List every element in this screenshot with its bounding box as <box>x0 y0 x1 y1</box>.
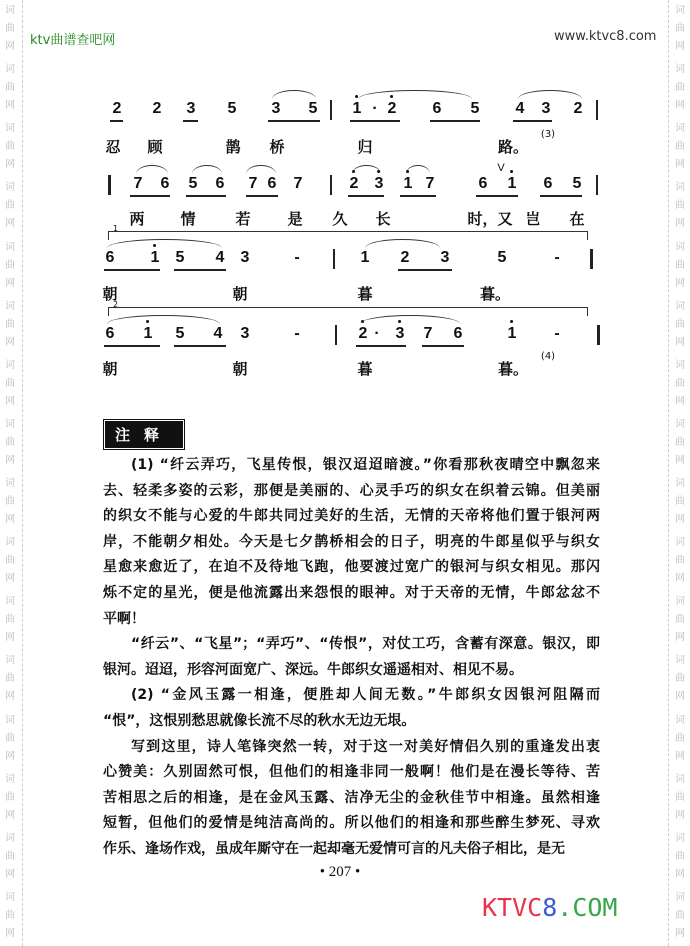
note: 6 <box>105 249 115 266</box>
watermark-char: 词 <box>675 418 685 430</box>
underline <box>476 195 518 197</box>
note: 6 <box>267 175 277 192</box>
lyric: 鹊 <box>225 138 241 156</box>
note: 1 <box>144 325 153 343</box>
watermark-char: 词 <box>5 537 15 549</box>
watermark-char: 曲 <box>675 141 685 153</box>
note: 4 <box>215 249 225 266</box>
underline <box>104 345 160 347</box>
watermark-char: 网 <box>5 336 15 348</box>
lyric: 顾 <box>147 138 163 156</box>
note: 3 <box>271 100 281 117</box>
note: 6 <box>105 325 115 342</box>
text-line: 苦相思之后的相逢，是在金风玉露、洁净无尘的金秋佳节中相逢。虽然相逢 <box>103 789 600 806</box>
note: 7 <box>293 175 303 192</box>
watermark-char: 词 <box>5 359 15 371</box>
watermark-char: 词 <box>675 773 685 785</box>
watermark-char: 词 <box>5 891 15 903</box>
watermark-char: 网 <box>675 573 685 585</box>
note: 3 <box>440 249 450 266</box>
note: 7 <box>423 325 433 342</box>
watermark-char: 词 <box>5 596 15 608</box>
lyric: 朝 <box>232 360 248 378</box>
watermark-char: 曲 <box>5 909 15 921</box>
watermark-char: 网 <box>675 395 685 407</box>
barline <box>330 175 332 195</box>
watermark-char: 词 <box>675 5 685 16</box>
note: 1 <box>151 249 160 267</box>
note: 3 <box>541 100 551 117</box>
watermark-char: 词 <box>675 478 685 489</box>
watermark-char: 曲 <box>675 673 685 685</box>
watermark-char: 词 <box>675 891 685 903</box>
barline <box>333 249 335 269</box>
note: - <box>294 325 300 342</box>
lyric: 归 <box>357 138 373 156</box>
watermark-char: 词 <box>5 5 15 16</box>
watermark-char: 网 <box>675 454 685 466</box>
lyric: 暮 <box>357 285 373 303</box>
barline <box>335 325 337 345</box>
watermark-char: 词 <box>675 596 685 608</box>
slur <box>246 165 276 174</box>
watermark-char: 网 <box>5 573 15 585</box>
watermark-char: 网 <box>5 809 15 821</box>
note: 5 <box>572 175 582 192</box>
note: - <box>554 325 560 342</box>
note: 5 <box>497 249 507 266</box>
watermark-char: 网 <box>675 868 685 880</box>
text-line: “纤云”、“飞星”；“弄巧”、“传恨”，对仗工巧，含蓄有深意。银汉，即 <box>131 636 600 653</box>
left-watermark-column <box>3 0 17 946</box>
note: 2 <box>350 175 359 193</box>
watermark-char: 网 <box>5 691 15 703</box>
note: 7 <box>248 175 258 192</box>
lyric: 朝 <box>232 285 248 303</box>
text-line: 写到这里，诗人笔锋突然一转，对于这一对美好情侣久别的重逢发出衷 <box>131 738 600 755</box>
watermark-char: 曲 <box>5 200 15 212</box>
note: 5 <box>188 175 198 192</box>
text-line: 短暂，但他们的爱情是纯洁高尚的。所以他们的相逢和那些醉生梦死、寻欢 <box>103 815 600 832</box>
lyric: 桥 <box>269 138 285 156</box>
note: 3 <box>240 249 250 266</box>
repeat-end-barline <box>590 249 593 269</box>
note: - <box>554 249 560 266</box>
watermark-char: 曲 <box>5 82 15 94</box>
underline <box>513 120 552 122</box>
note: 4 <box>213 325 223 342</box>
underline <box>268 120 320 122</box>
watermark-char: 曲 <box>675 732 685 744</box>
underline <box>174 345 226 347</box>
watermark-char: 网 <box>675 41 685 52</box>
watermark-char: 网 <box>675 514 685 525</box>
final-barline <box>597 325 600 345</box>
slur <box>107 239 222 248</box>
watermark-char: 词 <box>675 123 685 135</box>
underline <box>110 120 123 122</box>
note: 1 <box>508 325 517 343</box>
note: 6 <box>453 325 463 342</box>
underline <box>430 120 480 122</box>
watermark-char: 网 <box>5 454 15 466</box>
note: 2 <box>400 249 410 266</box>
note: - <box>294 249 300 266</box>
lyric: 两 <box>129 210 145 228</box>
watermark-char: 曲 <box>5 791 15 803</box>
underline <box>246 195 278 197</box>
slur <box>272 90 316 99</box>
note: 5 <box>470 100 480 117</box>
watermark-char: 曲 <box>5 673 15 685</box>
note: 2 <box>388 100 397 118</box>
lyric: 长 <box>375 210 391 228</box>
lyric: 路。 <box>497 138 529 156</box>
watermark-char: 网 <box>5 100 15 112</box>
watermark-char: 词 <box>675 832 685 844</box>
slur <box>406 165 430 174</box>
watermark-char: 网 <box>675 691 685 703</box>
note: 7 <box>133 175 143 192</box>
lyric: 久 <box>332 210 348 228</box>
note: 6 <box>215 175 225 192</box>
watermark-char: 网 <box>675 159 685 171</box>
watermark-char: 词 <box>675 359 685 371</box>
watermark-char: 网 <box>5 218 15 230</box>
text-line: 的织女不能与心爱的牛郎共同过美好的生活，无情的天帝将他们置于银河两 <box>103 508 600 525</box>
note: · <box>372 100 378 117</box>
logo-part: .COM <box>557 893 618 922</box>
watermark-char: 网 <box>675 632 685 644</box>
note: 3 <box>375 175 384 193</box>
right-margin-line <box>668 0 669 946</box>
note: 2 <box>573 100 583 117</box>
note: 6 <box>543 175 553 192</box>
watermark-char: 曲 <box>675 496 685 507</box>
watermark-char: 曲 <box>5 141 15 153</box>
watermark-char: 曲 <box>5 318 15 330</box>
slur <box>192 165 222 174</box>
watermark-char: 网 <box>5 868 15 880</box>
watermark-char: 网 <box>5 927 15 939</box>
watermark-char: 曲 <box>675 850 685 862</box>
repeat-start-barline <box>108 175 111 195</box>
site-name[interactable]: ktv曲谱查吧网 <box>30 33 116 48</box>
slur <box>518 90 582 99</box>
watermark-char: 曲 <box>5 259 15 271</box>
lyric: 情 <box>180 210 196 228</box>
text-line: 岸，不能朝夕相处。今天是七夕鹊桥相会的日子，明亮的牛郎星似乎与织女 <box>103 533 600 550</box>
notes-heading: 注释 <box>105 421 183 448</box>
underline <box>174 269 226 271</box>
watermark-char: 曲 <box>675 555 685 567</box>
watermark-char: 曲 <box>675 614 685 626</box>
watermark-char: 曲 <box>675 377 685 389</box>
lyric: 岂 <box>525 210 541 228</box>
watermark-char: 曲 <box>5 614 15 626</box>
breath-mark: V <box>497 162 505 174</box>
watermark-char: 词 <box>5 64 15 76</box>
footnote-ref: (3) <box>540 129 556 140</box>
watermark-char: 词 <box>675 241 685 253</box>
lyric: 时，又 <box>467 210 513 228</box>
volta-bracket: 2 <box>108 307 588 316</box>
underline <box>348 195 384 197</box>
watermark-char: 曲 <box>5 555 15 567</box>
watermark-char: 网 <box>675 100 685 112</box>
right-watermark-column <box>673 0 687 946</box>
note: 6 <box>432 100 442 117</box>
lyric: 若 <box>235 210 251 228</box>
watermark-char: 词 <box>675 714 685 726</box>
watermark-char: 曲 <box>675 791 685 803</box>
watermark-char: 词 <box>675 182 685 194</box>
logo-part: 8 <box>542 893 558 922</box>
underline <box>398 269 452 271</box>
watermark-char: 曲 <box>5 496 15 507</box>
watermark-char: 曲 <box>675 318 685 330</box>
underline <box>356 345 406 347</box>
lyric: 暮。 <box>497 360 529 378</box>
lyric: 忍 <box>105 138 121 156</box>
watermark-char: 词 <box>5 773 15 785</box>
underline <box>183 120 198 122</box>
ktvc8-logo <box>482 893 618 922</box>
barline <box>596 175 598 195</box>
note: 1 <box>404 175 413 193</box>
underline <box>422 345 464 347</box>
note: 6 <box>160 175 170 192</box>
underline <box>400 195 436 197</box>
note: 5 <box>308 100 318 117</box>
watermark-char: 网 <box>675 218 685 230</box>
watermark-char: 词 <box>5 300 15 312</box>
watermark-char: 曲 <box>675 200 685 212</box>
lyric: 暮 <box>357 360 373 378</box>
notes-text <box>103 453 600 863</box>
watermark-char: 曲 <box>675 436 685 448</box>
watermark-char: 曲 <box>5 436 15 448</box>
watermark-char: 词 <box>5 123 15 135</box>
text-line: 烁不定的星光，便是他流露出来怨恨的眼神。对于天帝的无情，牛郎忿忿不 <box>103 584 600 601</box>
watermark-char: 网 <box>5 514 15 525</box>
page-number: • 207 • <box>319 864 361 880</box>
text-line: 心赞美：久别固然可恨，但他们的相逢非同一般啊！他们是在漫长等待、苦 <box>103 764 600 781</box>
text-line: 作乐、逢场作戏，虽成年厮守在一起却毫无爱情可言的凡夫俗子相比，是无 <box>103 840 565 857</box>
watermark-char: 词 <box>5 418 15 430</box>
barline <box>330 100 332 120</box>
watermark-char: 曲 <box>5 850 15 862</box>
note: 6 <box>478 175 488 192</box>
note: 5 <box>175 325 185 342</box>
slur <box>358 90 472 99</box>
note: 1 <box>508 175 517 193</box>
watermark-char: 曲 <box>675 82 685 94</box>
slur <box>352 165 381 174</box>
watermark-char: 词 <box>675 64 685 76</box>
watermark-char: 词 <box>675 537 685 549</box>
slur <box>360 315 460 324</box>
text-line: 平啊！ <box>103 610 145 627</box>
text-line: 星愈来愈近了，在迫不及待地飞跑，他要渡过宽广的银河与织女相见。那闪 <box>103 559 600 576</box>
volta-bracket: 1 <box>108 231 588 240</box>
watermark-char: 网 <box>5 277 15 289</box>
footnote-ref: (4) <box>540 351 556 362</box>
lyric: 暮。 <box>479 285 511 303</box>
note: 2 <box>152 100 162 117</box>
lyric: 在 <box>569 210 585 228</box>
note: 2 <box>359 325 368 343</box>
note: 1 <box>360 249 370 266</box>
watermark-char: 曲 <box>675 23 685 34</box>
note: · <box>374 325 380 342</box>
watermark-char: 网 <box>5 632 15 644</box>
watermark-char: 曲 <box>675 909 685 921</box>
watermark-char: 词 <box>675 655 685 667</box>
watermark-char: 网 <box>5 159 15 171</box>
watermark-char: 词 <box>675 300 685 312</box>
watermark-char: 网 <box>675 750 685 762</box>
note: 2 <box>112 100 122 117</box>
watermark-char: 词 <box>5 714 15 726</box>
logo-part: KTVC <box>482 893 543 922</box>
underline <box>350 120 400 122</box>
watermark-char: 曲 <box>5 732 15 744</box>
watermark-char: 词 <box>5 478 15 489</box>
watermark-char: 词 <box>5 182 15 194</box>
note: 3 <box>396 325 405 343</box>
watermark-char: 网 <box>675 277 685 289</box>
note: 3 <box>240 325 250 342</box>
slur <box>365 239 440 248</box>
watermark-char: 词 <box>5 832 15 844</box>
watermark-char: 曲 <box>5 23 15 34</box>
text-line: (1) “纤云弄巧，飞星传恨，银汉迢迢暗渡。”你看那秋夜晴空中飘忽来 <box>131 457 600 473</box>
lyric: 是 <box>287 210 303 228</box>
slur <box>107 315 220 324</box>
lyric: 朝 <box>102 285 118 303</box>
watermark-char: 网 <box>5 41 15 52</box>
underline <box>104 269 160 271</box>
left-margin-line <box>22 0 23 946</box>
slur <box>136 165 168 174</box>
watermark-char: 词 <box>5 241 15 253</box>
underline <box>186 195 226 197</box>
text-line: (2) “金风玉露一相逢，便胜却人间无数。”牛郎织女因银河阻隔而 <box>131 687 600 704</box>
text-line: 去、轻柔多姿的云彩，那便是美丽的、心灵手巧的织女在织着云锦。但美丽 <box>103 482 600 499</box>
watermark-char: 网 <box>675 927 685 939</box>
note: 1 <box>353 100 362 118</box>
watermark-char: 网 <box>675 336 685 348</box>
note: 5 <box>175 249 185 266</box>
site-url[interactable]: www.ktvc8.com <box>554 29 657 44</box>
watermark-char: 曲 <box>5 377 15 389</box>
text-line: “恨”，这恨别愁思就像长流不尽的秋水无边无垠。 <box>103 712 416 729</box>
note: 4 <box>515 100 525 117</box>
note: 3 <box>186 100 196 117</box>
watermark-char: 网 <box>5 750 15 762</box>
watermark-char: 词 <box>5 655 15 667</box>
barline <box>596 100 598 120</box>
underline <box>130 195 170 197</box>
note: 5 <box>227 100 237 117</box>
watermark-char: 网 <box>675 809 685 821</box>
watermark-char: 网 <box>5 395 15 407</box>
underline <box>540 195 582 197</box>
text-line: 银河。迢迢，形容河面宽广、深远。牛郎织女遥遥相对、相见不易。 <box>103 661 523 678</box>
note: 7 <box>425 175 435 192</box>
lyric: 朝 <box>102 360 118 378</box>
watermark-char: 曲 <box>675 259 685 271</box>
